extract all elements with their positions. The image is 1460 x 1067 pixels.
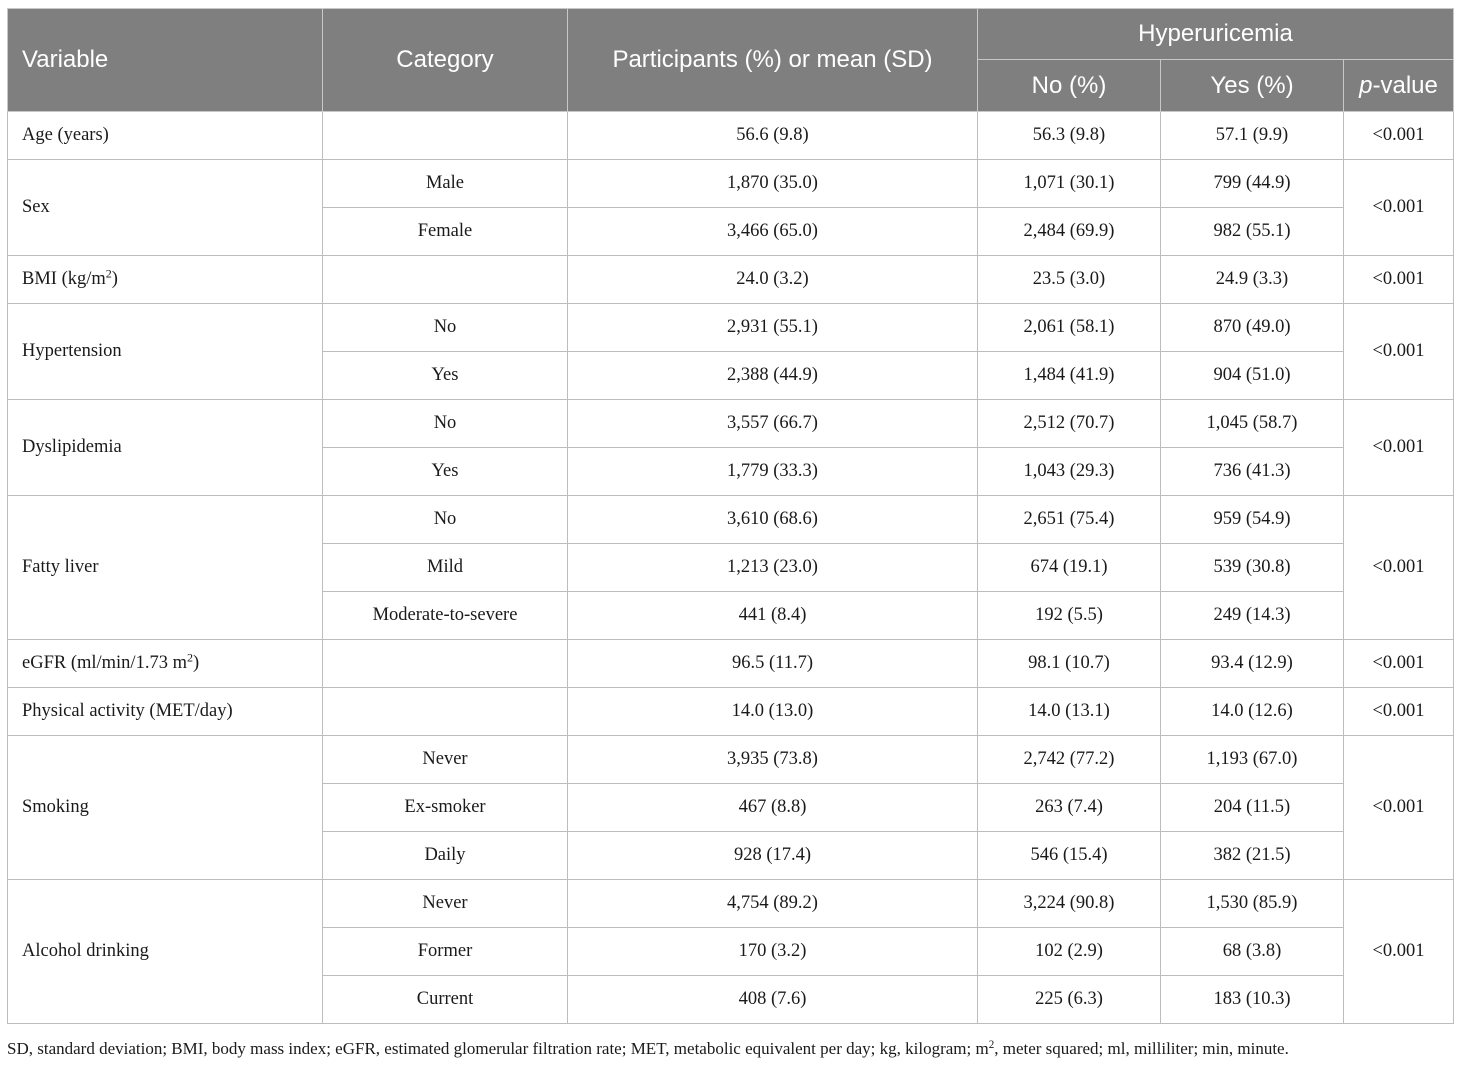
p-value-cell: <0.001 xyxy=(1344,112,1454,160)
yes-cell: 904 (51.0) xyxy=(1161,352,1344,400)
header-p-value xyxy=(1344,60,1454,112)
header-yes: Yes (%) xyxy=(1161,60,1344,112)
category-cell: Ex-smoker xyxy=(323,784,568,832)
header-no: No (%) xyxy=(978,60,1161,112)
category-cell: Female xyxy=(323,208,568,256)
table-row xyxy=(8,304,1454,352)
variable-cell xyxy=(8,256,323,304)
table-row xyxy=(8,688,1454,736)
category-cell: Never xyxy=(323,880,568,928)
variable-cell: Sex xyxy=(8,160,323,256)
yes-cell: 249 (14.3) xyxy=(1161,592,1344,640)
variable-cell: Hypertension xyxy=(8,304,323,400)
no-cell: 98.1 (10.7) xyxy=(978,640,1161,688)
yes-cell: 24.9 (3.3) xyxy=(1161,256,1344,304)
yes-cell: 183 (10.3) xyxy=(1161,976,1344,1024)
participants-cell: 467 (8.8) xyxy=(568,784,978,832)
category-cell: No xyxy=(323,400,568,448)
table-row xyxy=(8,640,1454,688)
variable-cell: Age (years) xyxy=(8,112,323,160)
category-cell xyxy=(323,688,568,736)
yes-cell: 204 (11.5) xyxy=(1161,784,1344,832)
participants-cell: 1,870 (35.0) xyxy=(568,160,978,208)
table-row xyxy=(8,736,1454,784)
no-cell: 2,484 (69.9) xyxy=(978,208,1161,256)
yes-cell: 68 (3.8) xyxy=(1161,928,1344,976)
participants-cell: 2,388 (44.9) xyxy=(568,352,978,400)
variable-cell: Dyslipidemia xyxy=(8,400,323,496)
yes-cell: 870 (49.0) xyxy=(1161,304,1344,352)
no-cell: 674 (19.1) xyxy=(978,544,1161,592)
no-cell: 14.0 (13.1) xyxy=(978,688,1161,736)
category-cell xyxy=(323,256,568,304)
yes-cell: 57.1 (9.9) xyxy=(1161,112,1344,160)
category-cell: Moderate-to-severe xyxy=(323,592,568,640)
participants-cell: 2,931 (55.1) xyxy=(568,304,978,352)
egfr-superscript: 2 xyxy=(186,650,193,665)
participants-cell: 1,779 (33.3) xyxy=(568,448,978,496)
no-cell: 2,742 (77.2) xyxy=(978,736,1161,784)
yes-cell: 539 (30.8) xyxy=(1161,544,1344,592)
no-cell: 1,071 (30.1) xyxy=(978,160,1161,208)
yes-cell: 1,193 (67.0) xyxy=(1161,736,1344,784)
yes-cell: 93.4 (12.9) xyxy=(1161,640,1344,688)
participants-cell: 170 (3.2) xyxy=(568,928,978,976)
p-value-cell: <0.001 xyxy=(1344,256,1454,304)
participants-cell: 14.0 (13.0) xyxy=(568,688,978,736)
participants-cell: 3,466 (65.0) xyxy=(568,208,978,256)
variable-cell: Smoking xyxy=(8,736,323,880)
table-body xyxy=(8,112,1454,1024)
p-value-cell: <0.001 xyxy=(1344,160,1454,256)
p-value-cell: <0.001 xyxy=(1344,640,1454,688)
yes-cell: 1,045 (58.7) xyxy=(1161,400,1344,448)
category-cell: Former xyxy=(323,928,568,976)
category-cell: Yes xyxy=(323,352,568,400)
bmi-superscript: 2 xyxy=(105,266,112,281)
no-cell: 225 (6.3) xyxy=(978,976,1161,1024)
table-row xyxy=(8,256,1454,304)
table-header xyxy=(8,9,1454,112)
header-p-rest: -value xyxy=(1372,71,1438,99)
variable-cell xyxy=(8,640,323,688)
participants-cell: 1,213 (23.0) xyxy=(568,544,978,592)
yes-cell: 959 (54.9) xyxy=(1161,496,1344,544)
bmi-label: BMI (kg/m xyxy=(22,269,106,289)
p-value-cell: <0.001 xyxy=(1344,400,1454,496)
category-cell: Male xyxy=(323,160,568,208)
participants-cell: 96.5 (11.7) xyxy=(568,640,978,688)
no-cell: 546 (15.4) xyxy=(978,832,1161,880)
participants-cell: 56.6 (9.8) xyxy=(568,112,978,160)
baseline-characteristics-table xyxy=(7,8,1454,1024)
table-row xyxy=(8,112,1454,160)
no-cell: 2,061 (58.1) xyxy=(978,304,1161,352)
participants-cell: 4,754 (89.2) xyxy=(568,880,978,928)
footnote-text-end: , meter squared; ml, milliliter; min, minute. xyxy=(994,1039,1289,1058)
category-cell: No xyxy=(323,496,568,544)
p-value-cell: <0.001 xyxy=(1344,736,1454,880)
no-cell: 2,651 (75.4) xyxy=(978,496,1161,544)
participants-cell: 928 (17.4) xyxy=(568,832,978,880)
yes-cell: 382 (21.5) xyxy=(1161,832,1344,880)
bmi-label-end: ) xyxy=(111,269,118,289)
yes-cell: 982 (55.1) xyxy=(1161,208,1344,256)
no-cell: 1,043 (29.3) xyxy=(978,448,1161,496)
egfr-label-end: ) xyxy=(192,653,200,673)
participants-cell: 408 (7.6) xyxy=(568,976,978,1024)
header-category: Category xyxy=(323,9,568,112)
no-cell: 2,512 (70.7) xyxy=(978,400,1161,448)
no-cell: 102 (2.9) xyxy=(978,928,1161,976)
p-value-cell: <0.001 xyxy=(1344,496,1454,640)
table-row xyxy=(8,400,1454,448)
p-value-cell: <0.001 xyxy=(1344,688,1454,736)
yes-cell: 14.0 (12.6) xyxy=(1161,688,1344,736)
yes-cell: 736 (41.3) xyxy=(1161,448,1344,496)
header-variable: Variable xyxy=(8,9,323,112)
category-cell xyxy=(323,112,568,160)
p-value-cell: <0.001 xyxy=(1344,880,1454,1024)
participants-cell: 3,935 (73.8) xyxy=(568,736,978,784)
variable-cell: Fatty liver xyxy=(8,496,323,640)
no-cell: 1,484 (41.9) xyxy=(978,352,1161,400)
header-participants: Participants (%) or mean (SD) xyxy=(568,9,978,112)
category-cell: Mild xyxy=(323,544,568,592)
table-row xyxy=(8,496,1454,544)
table-footnote xyxy=(7,1039,1289,1059)
participants-cell: 24.0 (3.2) xyxy=(568,256,978,304)
category-cell: Never xyxy=(323,736,568,784)
no-cell: 3,224 (90.8) xyxy=(978,880,1161,928)
footnote-text: SD, standard deviation; BMI, body mass index; eGFR, estimated glomerular filtration rate; MET, metabolic equivalent per day; kg, kilogram; m xyxy=(7,1039,989,1058)
egfr-label: eGFR (ml/min/1.73 m xyxy=(22,653,187,673)
header-hyperuricemia: Hyperuricemia xyxy=(978,9,1454,60)
category-cell: No xyxy=(323,304,568,352)
no-cell: 23.5 (3.0) xyxy=(978,256,1161,304)
participants-cell: 441 (8.4) xyxy=(568,592,978,640)
footnote-superscript: 2 xyxy=(988,1038,995,1051)
variable-cell: Physical activity (MET/day) xyxy=(8,688,323,736)
p-value-cell: <0.001 xyxy=(1344,304,1454,400)
category-cell: Yes xyxy=(323,448,568,496)
category-cell: Daily xyxy=(323,832,568,880)
yes-cell: 799 (44.9) xyxy=(1161,160,1344,208)
yes-cell: 1,530 (85.9) xyxy=(1161,880,1344,928)
no-cell: 192 (5.5) xyxy=(978,592,1161,640)
category-cell xyxy=(323,640,568,688)
variable-cell: Alcohol drinking xyxy=(8,880,323,1024)
table-row xyxy=(8,880,1454,928)
category-cell: Current xyxy=(323,976,568,1024)
no-cell: 56.3 (9.8) xyxy=(978,112,1161,160)
header-p-italic: p xyxy=(1359,71,1373,99)
participants-cell: 3,610 (68.6) xyxy=(568,496,978,544)
no-cell: 263 (7.4) xyxy=(978,784,1161,832)
table-row xyxy=(8,160,1454,208)
participants-cell: 3,557 (66.7) xyxy=(568,400,978,448)
